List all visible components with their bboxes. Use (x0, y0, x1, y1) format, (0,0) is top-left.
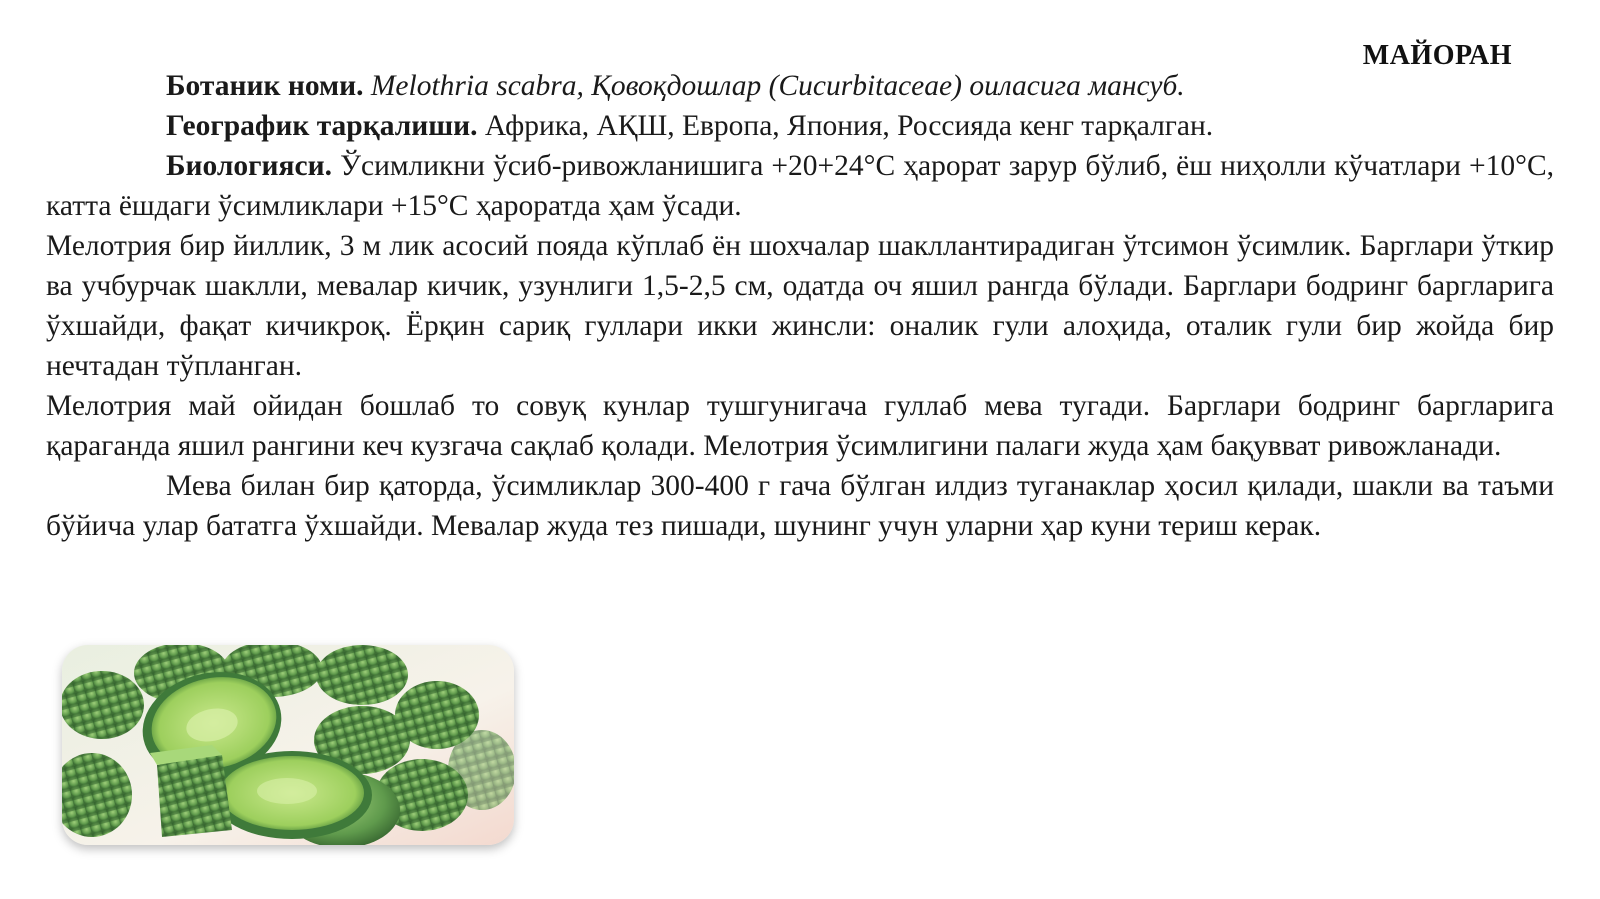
description-paragraph-1: Мелотрия бир йиллик, 3 м лик асосий пояда кўплаб ён шохчалар шакллантирадиган ўтсимон ўсимлик. Барглари ўткир ва учбурчак шаклли, мевалар кичик, узунлиги 1,5-2,5 см, одатда оч яшил рангда бўлади. Барглари бодринг баргларига ўхшайди, фақат кичикроқ. Ёрқин сариқ гуллари икки жинсли: оналик гули алоҳида, оталик гули бир жойда бир нечтадан тўпланган. (46, 230, 1554, 382)
botanical-name-label: Ботаник номи. (166, 70, 364, 102)
geography-value: Африка, АҚШ, Европа, Япония, Россияда кенг тарқалган. (484, 110, 1214, 142)
geography-paragraph (46, 106, 1554, 146)
biology-value: Ўсимликни ўсиб-ривожланишига +20+24°С ҳарорат зарур бўлиб, ёш ниҳолли кўчатлари +10°С, катта ёшдаги ўсимликлари +15°С ҳароратда ҳам ўсади. (46, 150, 1554, 222)
melothria-fruit-photo (62, 645, 514, 845)
document-body (46, 66, 1554, 546)
page-heading: МАЙОРАН (1362, 40, 1512, 71)
biology-paragraph (46, 146, 1554, 226)
botanical-name-value: Melothria scabra, Қовоқдошлар (Cucurbitaceae) оиласига мансуб. (370, 70, 1185, 102)
geography-label: Географик тарқалиши. (166, 110, 478, 142)
description-paragraph-2: Мелотрия май ойидан бошлаб то совуқ кунлар тушгунигача гуллаб мева тугади. Барглари бодринг баргларига қараганда яшил рангини кеч кузгача сақлаб қолади. Мелотрия ўсимлигини палаги жуда ҳам бақувват ривожланади. (46, 390, 1554, 462)
biology-label: Биологияси. (166, 150, 332, 182)
description-paragraph-3: Мева билан бир қаторда, ўсимликлар 300-400 г гача бўлган илдиз туганаклар ҳосил қилади, шакли ва таъми бўйича улар бататга ўхшайди. Мевалар жуда тез пишади, шунинг учун уларни ҳар куни териш керак. (46, 470, 1554, 542)
botanical-name-paragraph (46, 66, 1554, 106)
